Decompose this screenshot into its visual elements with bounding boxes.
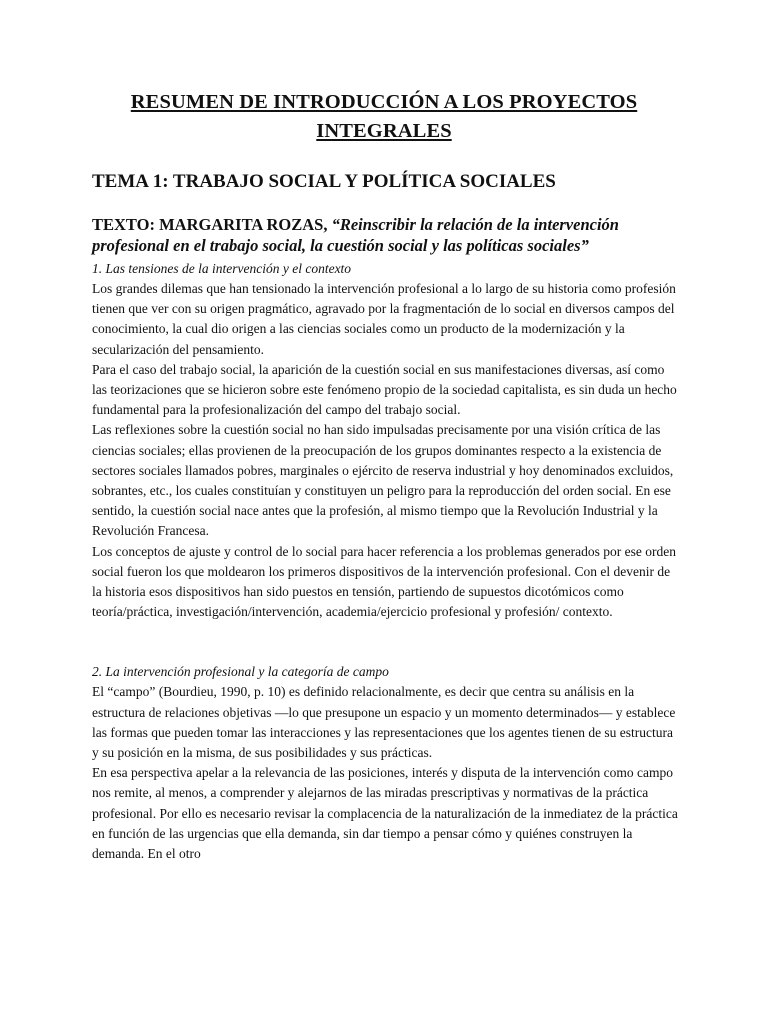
section-2-heading: 2. La intervención profesional y la categoría de campo [92,664,389,680]
section-2-paragraph: En esa perspectiva apelar a la relevancia de las posiciones, interés y disputa de la intervención como campo nos remite, al menos, a comprender y alejarnos de las miradas prescriptivas y normativas de la práctica profesional. Por ello es necesario revisar la complacencia de la naturalización de la inmediatez de la práctica en función de las urgencias que ella demanda, sin dar tiempo a pensar cómo y quiénes construyen la demanda. En el otro [92,765,678,862]
tema-heading: TEMA 1: TRABAJO SOCIAL Y POLÍTICA SOCIALES [92,171,556,192]
texto-reference [92,214,678,256]
document-page [90,88,678,864]
texto-quote: “Reinscribir la relación de la intervención profesional en el trabajo social, la cuestión social y las políticas sociales” [92,215,619,255]
section-1-paragraph: Las reflexiones sobre la cuestión social no han sido impulsadas precisamente por una visión crítica de las ciencias sociales; ellas provienen de la preocupación de los grupos dominantes respecto a la existencia de sectores sociales llamados pobres, marginales o ejército de reserva industrial y hoy denominados excluidos, sobrantes, etc., los cuales constituían y constituyen un peligro para la reproducción del orden social. En ese sentido, la cuestión social nace antes que la profesión, al mismo tiempo que la Revolución Industrial y la Revolución Francesa. [92,422,674,539]
section-1-paragraph: Para el caso del trabajo social, la aparición de la cuestión social en sus manifestaciones diversas, así como las teorizaciones que se hicieron sobre este fenómeno propio de la sociedad capitalista, es sin duda un hecho fundamental para la profesionalización del campo del trabajo social. [92,361,677,418]
document-title: RESUMEN DE INTRODUCCIÓN A LOS PROYECTOS INTEGRALES [130,91,638,142]
texto-author: TEXTO: MARGARITA ROZAS, [92,215,328,234]
section-1-paragraph: Los conceptos de ajuste y control de lo social para hacer referencia a los problemas generados por ese orden social fueron los que moldearon los primeros dispositivos de la intervención profesional. Con el devenir de la historia esos dispositivos han sido puestos en tensión, partiendo de supuestos dicotómicos como teoría/práctica, investigación/intervención, academia/ejercicio profesional y profesión/ contexto. [92,543,677,620]
section-1-paragraph: Los grandes dilemas que han tensionado la intervención profesional a lo largo de su historia como profesión tienen que ver con su origen pragmático, agravado por la fragmentación de lo social en diversos campos del conocimiento, la cual dio origen a las ciencias sociales como un producto de la modernización y la secularización del pensamiento. [92,281,676,357]
section-1-heading: 1. Las tensiones de la intervención y el contexto [92,261,352,276]
section-2-paragraph: El “campo” (Bourdieu, 1990, p. 10) es definido relacionalmente, es decir que centra su análisis en la estructura de relaciones objetivas —lo que presupone un espacio y un momento determinados— y establece las formas que pueden tomar las interacciones y las representaciones que los agentes tienen de su estructura y su posición en la misma, de sus posibilidades y sus prácticas. [92,684,676,761]
section-spacer [90,622,678,659]
